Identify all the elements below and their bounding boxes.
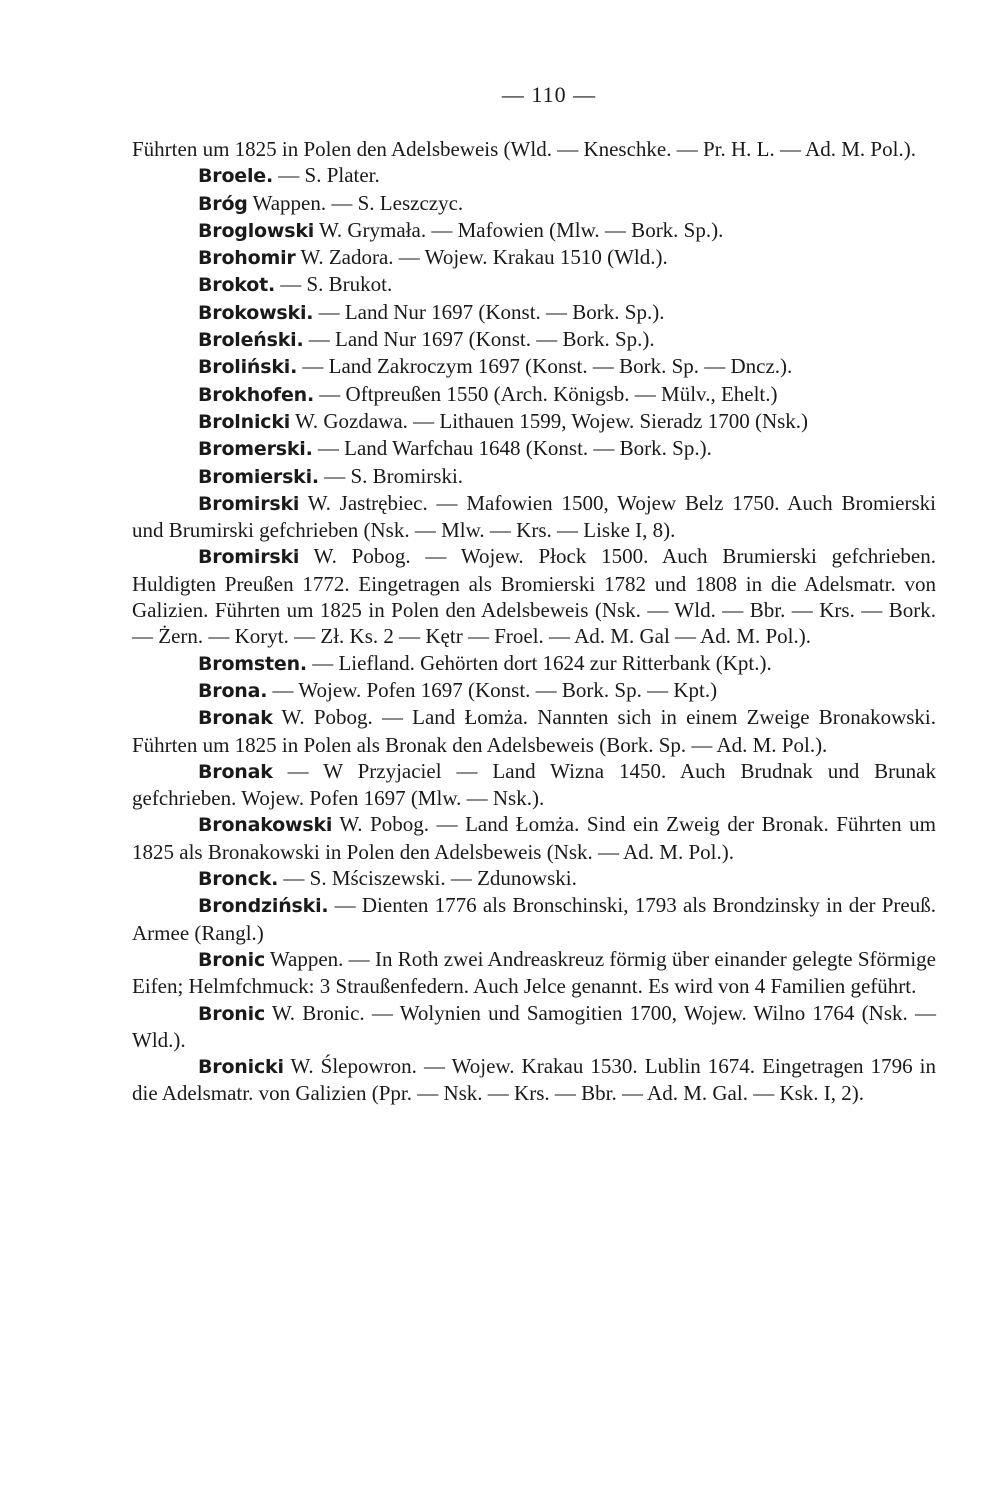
entry-headword: Broleński. — [198, 329, 304, 352]
entry — [132, 353, 936, 380]
entry-text: W. Bronic. — Wolynien und Samogitien 1700, Wojew. Wilno 1764 (Nsk. — Wld.). — [132, 1000, 936, 1052]
entry — [132, 271, 936, 298]
entry — [132, 136, 936, 162]
entry — [132, 435, 936, 462]
entry-text: W. Zadora. — Wojew. Krakau 1510 (Wld.). — [295, 245, 668, 270]
entry-headword: Brondziński. — [198, 895, 329, 918]
entry-headword: Bromirski — [198, 546, 300, 569]
entry — [132, 1000, 936, 1054]
entry-headword: Bromierski. — [198, 465, 319, 488]
entry — [132, 244, 936, 271]
entry-headword: Brokhofen. — [198, 383, 315, 406]
entries-list — [132, 136, 936, 1107]
entry — [132, 381, 936, 408]
entry-text: Wappen. — In Roth zwei Andreaskreuz förmig über einander gelegte Sförmige Eifen; Helmfchmuck: 3 Straußenfedern. Auch Jelce genannt. Es wird von 4 Familien geführt. — [132, 946, 936, 999]
entry — [132, 490, 936, 544]
entry-headword: Brohomir — [198, 247, 296, 270]
entry-headword: Brokowski. — [198, 301, 314, 324]
entry-text: — S. Brukot. — [274, 272, 393, 297]
entry — [132, 758, 936, 812]
entry-headword: Bronak — [198, 760, 273, 783]
entry — [132, 946, 936, 1000]
entry — [132, 326, 936, 353]
page-number: — 110 — — [501, 82, 597, 107]
entry-headword: Brolnicki — [198, 410, 291, 433]
entry-headword: Bronicki — [198, 1056, 284, 1079]
entry-text: — Land Nur 1697 (Konst. — Bork. Sp.). — [303, 327, 655, 352]
entry — [132, 162, 936, 189]
entry-headword: Brokot. — [198, 274, 275, 297]
entry — [132, 217, 936, 244]
entry-text: — S. Mściszewski. — Zdunowski. — [278, 866, 577, 891]
entry — [132, 892, 936, 946]
entry — [132, 408, 936, 435]
entry-text: W. Pobog. — Land Łomża. Sind ein Zweig der Bronak. Führten um 1825 als Bronakowski in Polen den Adelsbeweis (Nsk. — Ad. M. Pol.). — [132, 812, 936, 864]
entry — [132, 1053, 936, 1107]
entry-headword: Bronic — [198, 1002, 266, 1025]
entry-text: W. Pobog. — Wojew. Płock 1500. Auch Brumierski gefchrieben. Huldigten Preußen 1772. Eingetragen als Bromierski 1782 und 1808 in die Adelsmatr. von Galizien. Führten um 1825 in Polen den Adelsbeweis (Nsk. — Wld. — Bbr. — Krs. — Bork. — Żern. — Koryt. — Zł. Ks. 2 — Kętr — Froel. — Ad. M. Gal — Ad. M. Pol.). — [132, 544, 936, 649]
entry — [132, 543, 936, 649]
entry — [132, 190, 936, 217]
entry-text: — W Przyjaciel — Land Wizna 1450. Auch Brudnak und Brunak gefchrieben. Wojew. Pofen 1697 (Mlw. — Nsk.). — [132, 758, 936, 811]
entry — [132, 677, 936, 704]
entry-headword: Broliński. — [198, 356, 298, 379]
entry — [132, 299, 936, 326]
entry-text: — Land Zakroczym 1697 (Konst. — Bork. Sp. — Dncz.). — [297, 354, 793, 379]
entry-headword: Brona. — [198, 679, 268, 702]
entry-headword: Broglowski — [198, 219, 315, 242]
entry — [132, 463, 936, 490]
entry-text: — S. Plater. — [273, 163, 380, 188]
entry — [132, 704, 936, 758]
entry-text: — Wojew. Pofen 1697 (Konst. — Bork. Sp. — Kpt.) — [267, 677, 718, 702]
entry-headword: Bromirski — [198, 492, 300, 515]
entry-text: W. Jastrębiec. — Mafowien 1500, Wojew Belz 1750. Auch Bromierski und Brumirski gefchrieben (Nsk. — Mlw. — Krs. — Liske I, 8). — [132, 490, 936, 543]
entry-headword: Broele. — [198, 165, 274, 188]
entry-text: — Land Warfchau 1648 (Konst. — Bork. Sp.). — [312, 436, 712, 461]
entry-text: W. Ślepowron. — Wojew. Krakau 1530. Lublin 1674. Eingetragen 1796 in die Adelsmatr. von Galizien (Ppr. — Nsk. — Krs. — Bbr. — Ad. M. Gal. — Ksk. I, 2). — [132, 1054, 936, 1106]
entry-text: W. Grymała. — Mafowien (Mlw. — Bork. Sp.). — [314, 217, 724, 242]
entry-text: Führten um 1825 in Polen den Adelsbeweis (Wld. — Kneschke. — Pr. H. L. — Ad. M. Pol.). — [132, 137, 916, 161]
entry-text: W. Gozdawa. — Lithauen 1599, Wojew. Sieradz 1700 (Nsk.) — [290, 408, 809, 433]
entry-headword: Bronck. — [198, 868, 279, 891]
entry-text: — S. Bromirski. — [318, 463, 464, 488]
entry-headword: Bromsten. — [198, 652, 307, 675]
entry-headword: Bronakowski — [198, 814, 333, 837]
entry — [132, 650, 936, 677]
entry-headword: Bróg — [198, 192, 248, 215]
entry-text: — Dienten 1776 als Bronschinski, 1793 als Brondzinsky in der Preuß. Armee (Rangl.) — [132, 893, 936, 945]
entry-text: — Oftpreußen 1550 (Arch. Königsb. — Mülv., Ehelt.) — [314, 381, 778, 406]
entry-text: — Liefland. Gehörten dort 1624 zur Ritterbank (Kpt.). — [306, 650, 772, 675]
entry-headword: Bronic — [198, 948, 266, 971]
entry — [132, 865, 936, 892]
entry — [132, 811, 936, 865]
entry-text: — Land Nur 1697 (Konst. — Bork. Sp.). — [313, 299, 665, 324]
entry-headword: Bronak — [198, 707, 273, 730]
entry-headword: Bromerski. — [198, 438, 313, 461]
document-page — [132, 82, 936, 1107]
entry-text: Wappen. — S. Leszczyc. — [247, 190, 464, 215]
entry-text: W. Pobog. — Land Łomża. Nannten sich in einem Zweige Bronakowski. Führten um 1825 in Polen als Bronak den Adelsbeweis (Bork. Sp. — Ad. M. Pol.). — [132, 705, 936, 757]
